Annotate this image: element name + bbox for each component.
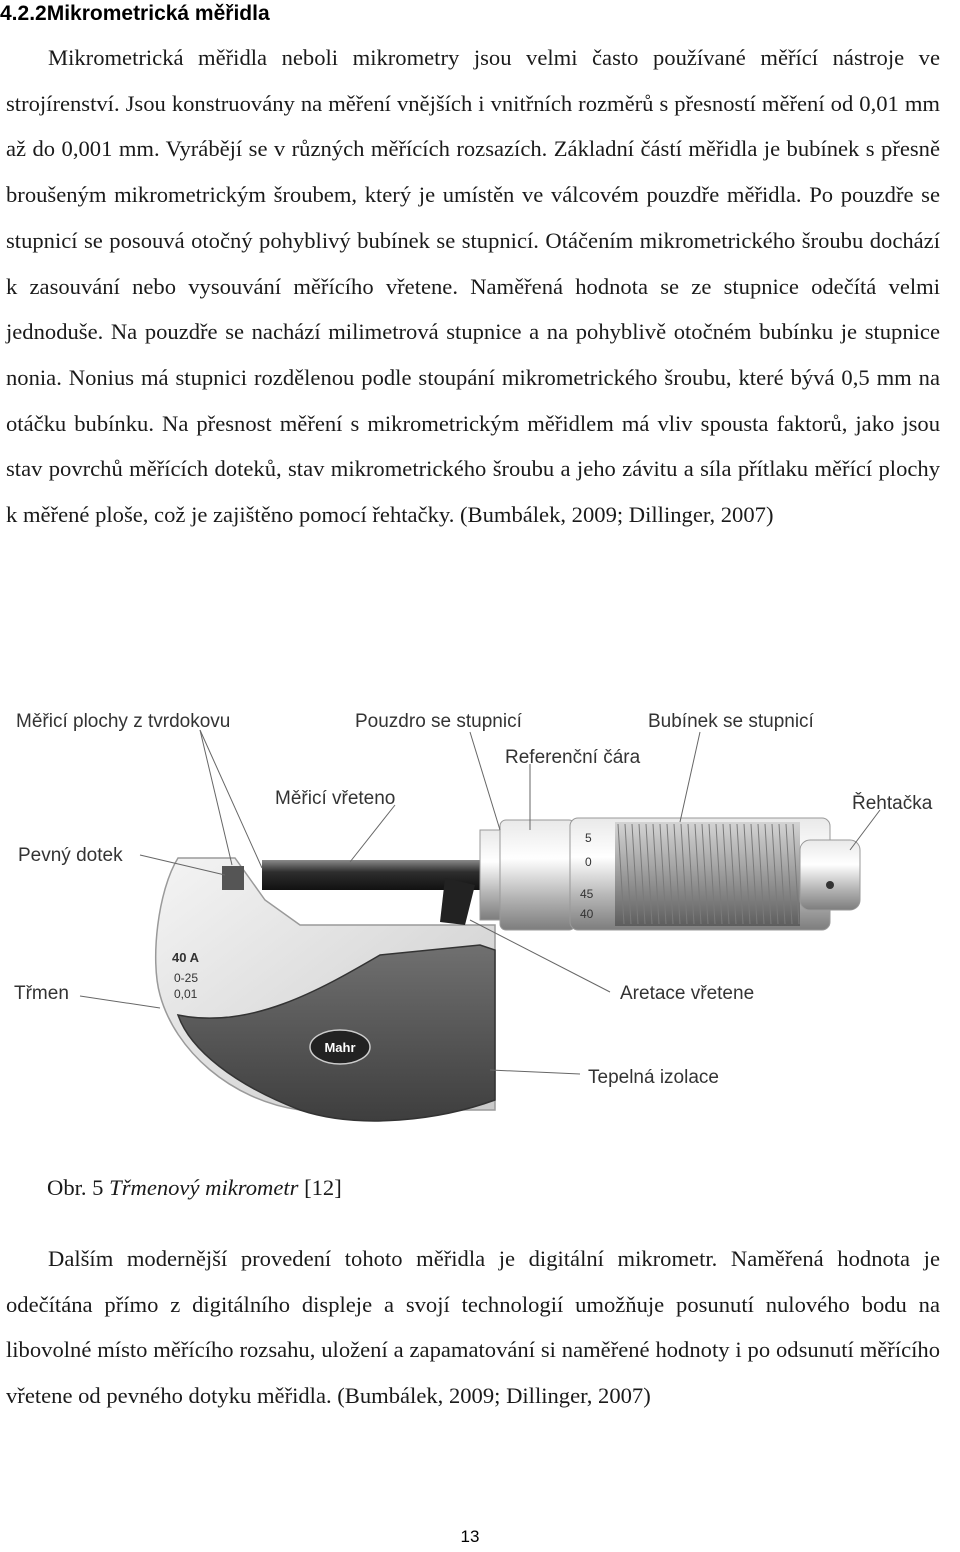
label-thimble: Bubínek se stupnicí: [648, 711, 814, 732]
caption-title: Třmenový mikrometr: [109, 1175, 299, 1200]
thimble-mark: 5: [585, 831, 592, 845]
frame-mark: 40 A: [172, 950, 199, 965]
label-spindle: Měřicí vřeteno: [275, 788, 396, 809]
micrometer-illustration: [0, 690, 960, 1160]
section-heading: 4.2.2Mikrometrická měřidla: [0, 2, 270, 25]
label-frame: Třmen: [14, 983, 69, 1004]
label-anvil: Pevný dotek: [18, 845, 123, 866]
figure-caption: [47, 1175, 342, 1201]
label-sleeve: Pouzdro se stupnicí: [355, 711, 522, 732]
label-ratchet: Řehtačka: [852, 793, 933, 814]
frame-mark: 0-25: [174, 971, 199, 985]
brand-logo-text: Mahr: [324, 1040, 356, 1055]
caption-prefix: Obr. 5: [47, 1175, 110, 1200]
label-measuring-faces: Měřicí plochy z tvrdokovu: [16, 711, 231, 732]
thimble-mark: 40: [580, 907, 594, 921]
ratchet-shape: [800, 840, 860, 910]
paragraph-intro: Mikrometrická měřidla neboli mikrometry jsou velmi často používané měřící nástroje ve strojírenství. Jsou konstruovány na měření vnějších i vnitřních rozměrů s přesností měření od 0,01 mm až do 0,001 mm. Vyrábějí se v různých měřících rozsazích. Základní částí měřidla je bubínek s přesně broušeným mikrometrickým šroubem, který je umístěn ve válcovém pouzdře měřidla. Po pouzdře se stupnicí se posouvá otočný pohyblivý bubínek se stupnicí. Otáčením mikrometrického šroubu dochází k zasouvání nebo vysouvání měřícího vřetene. Naměřená hodnota se ze stupnice odečítá velmi jednoduše. Na pouzdře se nachází milimetrová stupnice a na pohyblivě otočném bubínku je stupnice nonia. Nonius má stupnici rozdělenou podle stoupání mikrometrického šroubu, které bývá 0,5 mm na otáčku bubínku. Na přesnost měření s mikrometrickým měřidlem má vliv spousta faktorů, jako jsou stav povrchů měřících doteků, stav mikrometrického šroubu a jeho závitu a síla přítlaku měřící plochy k měřené ploše, což je zajištěno pomocí řehtačky. (Bumbálek, 2009; Dillinger, 2007): [6, 45, 940, 528]
thimble-mark: 45: [580, 887, 594, 901]
label-reference-line: Referenční čára: [505, 747, 641, 768]
frame-mark: 0,01: [174, 987, 198, 1001]
spindle-lock-shape: [440, 878, 475, 925]
label-insulation: Tepelná izolace: [588, 1067, 719, 1088]
label-spindle-lock: Aretace vřetene: [620, 983, 755, 1004]
thimble-mark: 0: [585, 855, 592, 869]
caption-ref: [12]: [298, 1175, 342, 1200]
paragraph-digital: Dalším modernější provedení tohoto měřidla je digitální mikrometr. Naměřená hodnota je odečítána přímo z digitálního displeje a svojí technologií umožňuje posunutí nulového bodu na libovolné místo měřícího rozsahu, uložení a zapamatování si naměřené hodnoty i po odsunutí měřícího vřetene od pevného dotyku měřidla. (Bumbálek, 2009; Dillinger, 2007): [6, 1246, 940, 1409]
micrometer-figure: [0, 690, 960, 1160]
page-number: 13: [460, 1527, 480, 1546]
anvil-shape: [222, 866, 244, 890]
